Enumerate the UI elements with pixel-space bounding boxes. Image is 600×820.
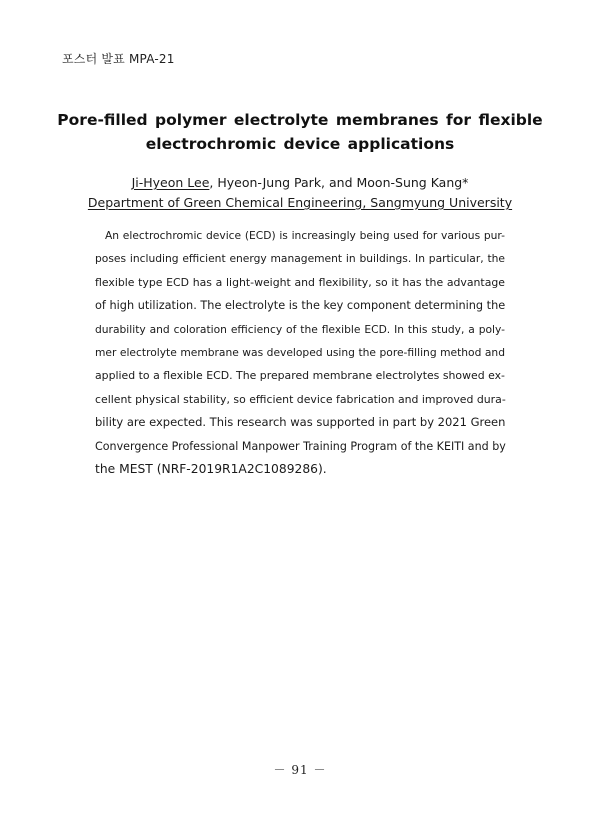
abstract-line: bility are expected. This research was supported in part by 2021 Green — [95, 415, 506, 430]
abstract-line: poses including efficient energy management in buildings. In particular, the — [95, 252, 505, 266]
presenting-author: Ji-Hyeon Lee — [131, 175, 210, 190]
abstract — [95, 224, 505, 481]
session-label: 포스터 발표 MPA-21 — [62, 52, 175, 66]
paper-title — [40, 108, 560, 156]
co-authors: , Hyeon-Jung Park, and Moon-Sung Kang* — [209, 175, 469, 190]
author-list — [40, 173, 560, 193]
abstract-line: applied to a flexible ECD. The prepared membrane electrolytes showed ex- — [95, 369, 505, 383]
title-line-2: electrochromic device applications — [145, 135, 455, 153]
abstract-line: of high utilization. The electrolyte is the key component determining the — [95, 299, 506, 313]
abstract-line: flexible type ECD has a light-weight and flexibility, so it has the advantage — [95, 275, 505, 289]
abstract-line: mer electrolyte membrane was developed using the pore-filling method and — [95, 346, 505, 360]
page-number: － 91 － — [273, 763, 327, 777]
abstract-line: the MEST (NRF-2019R1A2C1089286). — [95, 462, 327, 477]
abstract-line: An electrochromic device (ECD) is increasingly being used for various pur- — [105, 229, 505, 242]
title-line-1: Pore-filled polymer electrolyte membranes for flexible — [57, 111, 543, 129]
abstract-line: Convergence Professional Manpower Training Program of the KEITI and by — [95, 439, 506, 453]
abstract-line: durability and coloration efficiency of the flexible ECD. In this study, a poly- — [95, 322, 505, 336]
abstract-line: cellent physical stability, so efficient device fabrication and improved dura- — [95, 392, 506, 406]
author-block — [40, 173, 560, 213]
affiliation: Department of Green Chemical Engineering, Sangmyung University — [87, 195, 513, 210]
